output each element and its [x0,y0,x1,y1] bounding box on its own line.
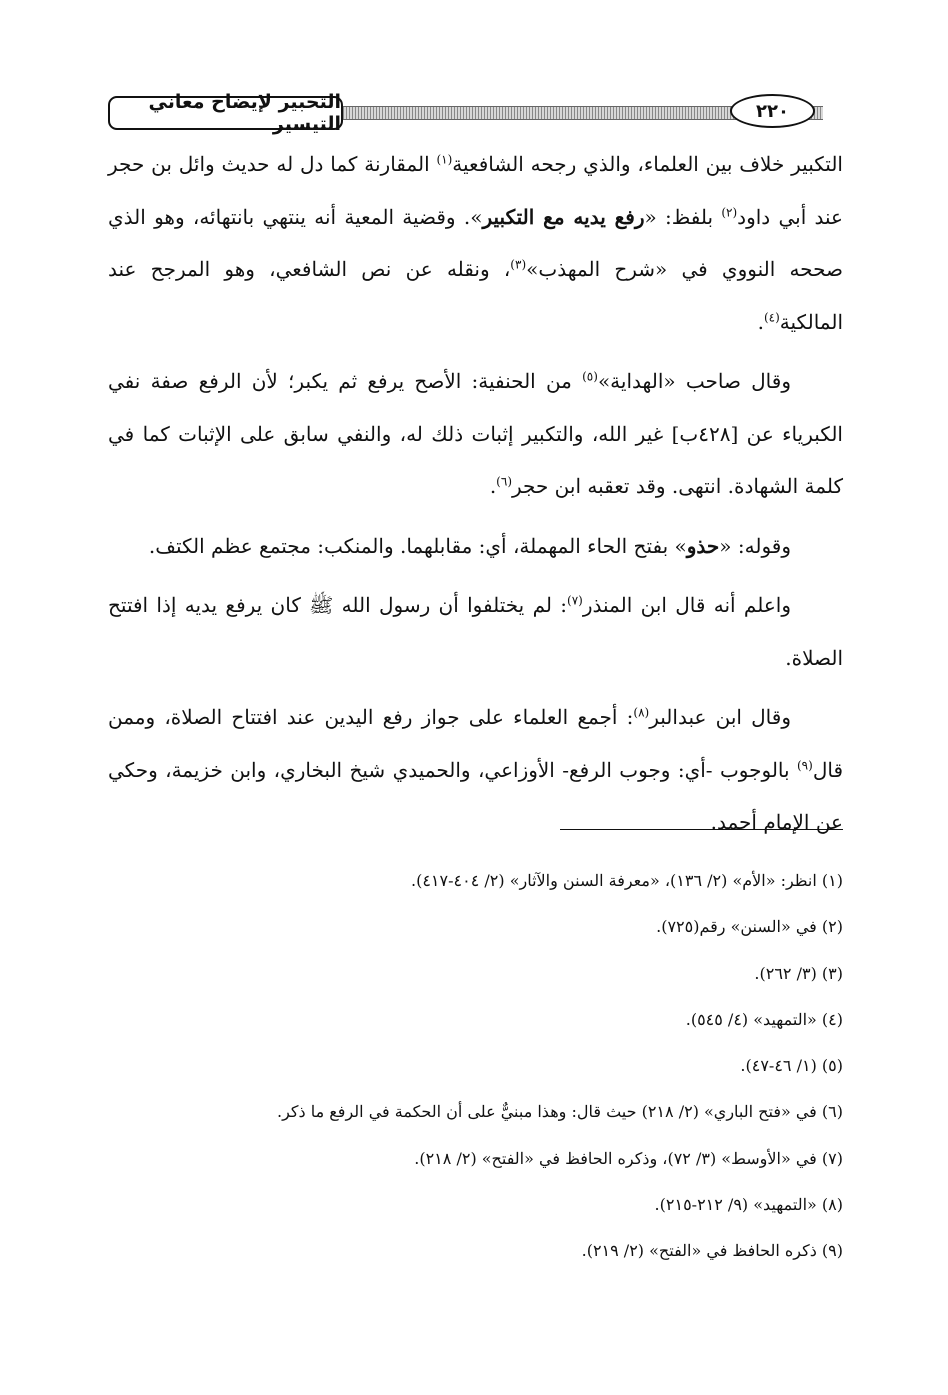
footnotes [108,858,843,1275]
text-segment: » بفتح الحاء المهملة، أي: مقابلهما. والمنكب: مجتمع عظم الكتف. [148,533,687,558]
bold-quote: رفع يديه مع التكبير [482,204,645,229]
text-segment: : لم يختلفوا أن رسول الله ﷺ كان يرفع يديه إذا افتتح الصلاة. [108,593,843,670]
footnote-marker: (٨) [633,705,650,720]
paragraph [108,579,843,684]
footnote: (١) انظر: «الأم» (٢/ ١٣٦)، «معرفة السنن والآثار» (٢/ ٤٠٤-٤١٧). [411,871,843,890]
footnote-marker: (٧) [567,593,583,608]
text-segment: . [489,474,497,498]
main-text [108,138,843,856]
footnote: (٥) (١/ ٤٦-٤٧). [740,1056,843,1076]
footnote: (٦) في «فتح الباري» (٢/ ٢١٨) حيث قال: وهذا مبنيٌّ على أن الحكمة في الرفع ما ذكر. [277,1102,843,1122]
footnote-divider [560,829,843,830]
text-segment: ». وقضية المعية أنه ينتهي بانتهائه، وهو الذي صححه النووي في «شرح المهذب» [108,204,843,281]
text-segment: . [757,309,764,334]
text-segment: وقال ابن عبدالبر [649,705,791,729]
footnote-marker: (٥) [582,369,598,384]
text-segment: التكبير خلاف بين العلماء، والذي رجحه الشافعية [452,152,843,176]
footnote: (٧) في «الأوسط» (٣/ ٧٢)، وذكره الحافظ في «الفتح» (٢/ ٢١٨). [414,1148,843,1168]
footnote-marker: (٤) [763,309,780,324]
footnote-marker: (٣) [510,257,527,272]
footnote: (٤) «التمهيد» (٤/ ٥٤٥). [685,1009,843,1029]
footnote: (٨) «التمهيد» (٩/ ٢١٢-٢١٥). [654,1195,843,1215]
footnote-marker: (٦) [496,474,512,489]
footnote: (٢) في «السنن» رقم(٧٢٥). [656,917,843,937]
footnote: (٣) (٣/ ٢٦٢). [754,963,843,983]
paragraph [108,691,843,849]
footnote-marker: (٩) [796,757,813,772]
paragraph [108,520,843,573]
text-segment: من الحنفية: الأصح يرفع ثم يكبر؛ لأن الرفع صفة نفي الكبرياء عن [٤٢٨ب] غير الله، والتكبير إثبات ذلك له، والنفي سابق على الإثبات كما في كلمة الشهادة. انتهى. وقد تعقبه ابن حجر [108,369,843,498]
text-segment: ، ونقله عن نص الشافعي، وهو المرجح عند المالكية [108,257,843,334]
text-segment: المقارنة كما دل له حديث وائل بن حجر عند أبي داود [108,152,843,229]
footnote-marker: (١) [436,152,453,167]
text-segment: بالوجوب -أي: وجوب الرفع- الأوزاعي، والحميدي شيخ البخاري، وابن خزيمة، وحكي عن الإمام أحمد. [108,757,843,834]
paragraph [108,355,843,513]
text-segment: وقال صاحب «الهداية» [597,369,791,393]
bold-quote: حذو [686,533,720,558]
running-header [108,92,843,136]
text-segment: بلفظ: « [644,204,722,229]
book-title: التحبير لإيضاح معاني التيسير [108,96,343,130]
footnote: (٩) ذكره الحافظ في «الفتح» (٢/ ٢١٩). [581,1241,843,1261]
footnote-marker: (٢) [721,204,738,219]
paragraph [108,138,843,348]
text-segment: واعلم أنه قال ابن المنذر [582,593,791,617]
text-segment: وقوله: « [719,533,791,558]
page-number: ٢٢٠ [730,94,815,128]
text-segment: : أجمع العلماء على جواز رفع اليدين عند افتتاح الصلاة، وممن قال [108,705,843,782]
